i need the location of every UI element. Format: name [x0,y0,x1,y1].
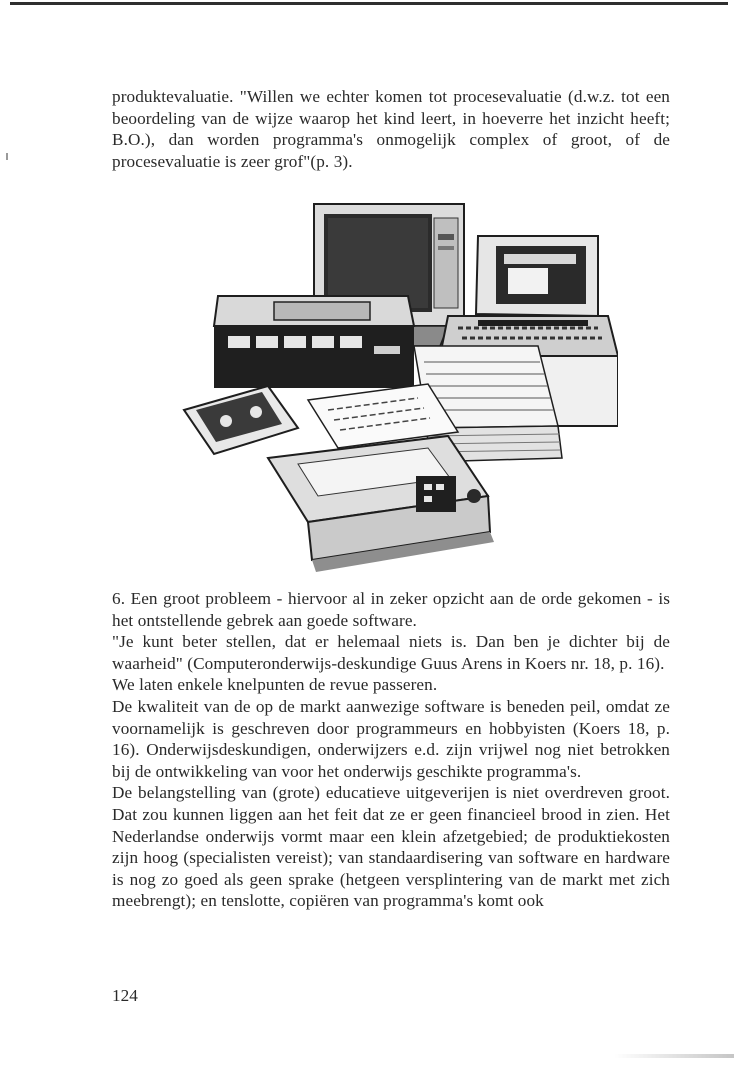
text-block-top [112,86,670,172]
margin-mark [6,153,8,160]
page-number: 124 [112,986,138,1005]
paragraph: De kwaliteit van de op de markt aanwezige software is beneden peil, omdat ze voornamelijk is geschreven door programmeurs en hobbyisten (Koers 18, p. 16). Onderwijsdeskundigen, onderwijzers e.d. zijn vrijwel nog niet betrokken bij de ontwikkeling van voor het onderwijs geschikte programma's. [112,696,670,781]
top-rule [10,2,728,5]
paragraph: produktevaluatie. "Willen we echter komen tot procesevaluatie (d.w.z. tot een beoordeling van de wijze waarop het kind leert, in hoeverre het inzicht heeft; B.O.), dan worden programma's onmogelijk complex of groot, of de procesevaluatie is zeer grof"(p. 3). [112,87,670,171]
paragraph: De belangstelling van (grote) educatieve uitgeverijen is niet overdreven groot. Dat zou kunnen liggen aan het feit dat ze er geen financieel brood in zien. Het Nederlandse onderwijs vormt maar een klein afzetgebied; de produktiekosten zijn hoog (specialisten vereist); van standaardisering van software en hardware is nog zo goed als geen sprake (hetgeen versplintering van de markt met zich meebrengt); en tenslotte, copiëren van programma's komt ook [112,783,670,911]
text-block-bottom [112,588,670,912]
scan-smudge [614,1054,734,1058]
paragraph: 6. Een groot probleem - hiervoor al in zeker opzicht aan de orde gekomen - is het ontstellende gebrek aan goede software. [112,589,670,630]
cassette-tray-icon [184,386,298,454]
paragraph: We laten enkele knelpunten de revue passeren. [112,675,438,695]
computer-equipment-figure [178,196,618,580]
paragraph: "Je kunt beter stellen, dat er helemaal niets is. Dan ben je dichter bij de waarheid" (Computeronderwijs-deskundige Guus Arens in Koers nr. 18, p. 16). [112,632,670,673]
cassette-recorder-icon [214,296,414,388]
computer-equipment-illustration [178,196,618,580]
